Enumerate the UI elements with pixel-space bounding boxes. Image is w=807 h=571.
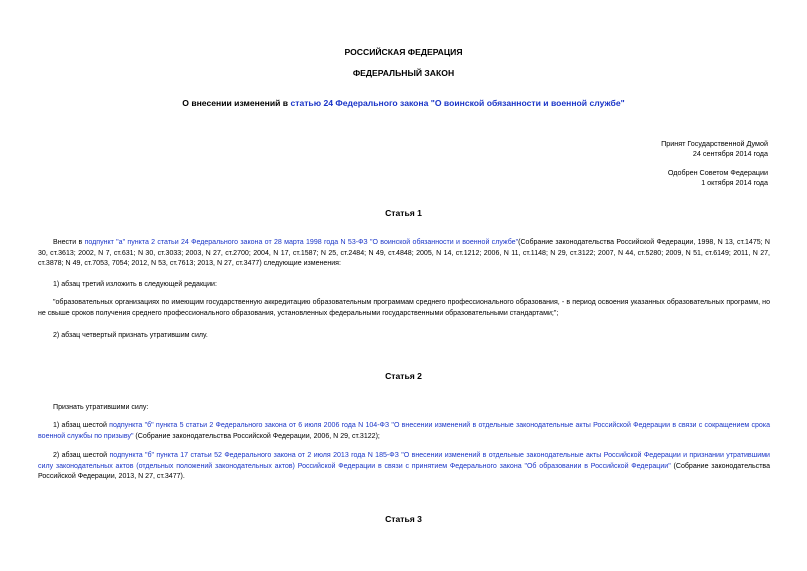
article3-heading: Статья 3 [385,514,422,524]
article2-item1-link[interactable]: подпункта "б" пункта 5 статьи 2 Федерального закона от 6 июля 2006 года N 104-ФЗ "О внесении изменений в отдельные законодательные акты Российской Федерации в связи с сокращением срока военной службы по призыву" [38,422,771,440]
article1-intro [38,238,770,270]
duma-line2: 24 сентября 2014 года [692,149,768,158]
article1-intro-suffix: (Собрание законодательства Российской Федерации, 1998, N 13, ст.1475; N 30, ст.3613; 2002, N 7, ст.631; N 30, ст.3033; 2003, N 27, ст.2700; 2004, N 17, ст.1587; N 25, ст.2484; N 49, ст.4848; 2005, N 14, ст.1212; 2006, N 11, ст.1148; N 29, ст.3122; 2007, N 44, ст.5280; 2009, N 51, ст.6149; 2011, N 27, ст.3878; N 49, ст.7053, 7054; 2012, N 53, ст.7613; 2013, N 27, ст.3477) следующие изменения: [38,239,771,268]
article2-item1-suffix: (Собрание законодательства Российской Федерации, 2006, N 29, ст.3122); [133,432,380,440]
article2-item1 [38,421,770,442]
law-type-heading: ФЕДЕРАЛЬНЫЙ ЗАКОН [352,68,455,78]
article1-heading: Статья 1 [385,208,422,218]
article2-intro: Признать утратившими силу: [53,404,149,411]
article2-item2 [38,451,770,483]
article2-item1-prefix: 1) абзац шестой [53,422,110,429]
article1-intro-link[interactable]: подпункт "а" пункта 2 статьи 24 Федерального закона от 28 марта 1998 года N 53-ФЗ "О воинской обязанности и военной службе" [84,239,519,246]
law-title-link[interactable]: статью 24 Федерального закона "О воинской обязанности и военной службе" [290,98,625,108]
duma-line1: Принят Государственной Думой [661,139,768,148]
article2-item2-link[interactable]: подпункта "б" пункта 17 статьи 52 Федерального закона от 2 июля 2013 года N 185-ФЗ "О внесении изменений в отдельные законодательные акты Российской Федерации и признании утратившими силу законодательных актов (отдельных положений законодательных актов) Российской Федерации в связи с принятием Федерального закона "Об образовании в Российской Федерации" [38,452,770,470]
duma-adoption [661,139,768,159]
council-line2: 1 октября 2014 года [701,178,768,187]
article1-item2: 2) абзац четвертый признать утратившим силу. [53,332,208,339]
article2-item2-prefix: 2) абзац шестой [53,452,110,459]
country-heading: РОССИЙСКАЯ ФЕДЕРАЦИЯ [344,47,463,57]
council-approval [668,168,768,188]
council-line1: Одобрен Советом Федерации [667,168,768,177]
article1-item1: 1) абзац третий изложить в следующей редакции: [53,281,217,288]
law-title-prefix: О внесении изменений в [182,98,291,108]
article1-quote: "образовательных организациях по имеющим государственную аккредитацию образовательным программам среднего профессионального образования, - в период освоения указанных образовательных программ, но не свыше сроков получения среднего профессионального образования, установленных федеральными государственными образовательными стандартами;"; [38,299,770,317]
article1-intro-prefix: Внести в [53,239,85,246]
article2-item2-suffix: (Собрание законодательства Российской Федерации, 2013, N 27, ст.3477). [38,462,771,481]
law-title [0,98,807,108]
article2-heading: Статья 2 [385,371,422,381]
